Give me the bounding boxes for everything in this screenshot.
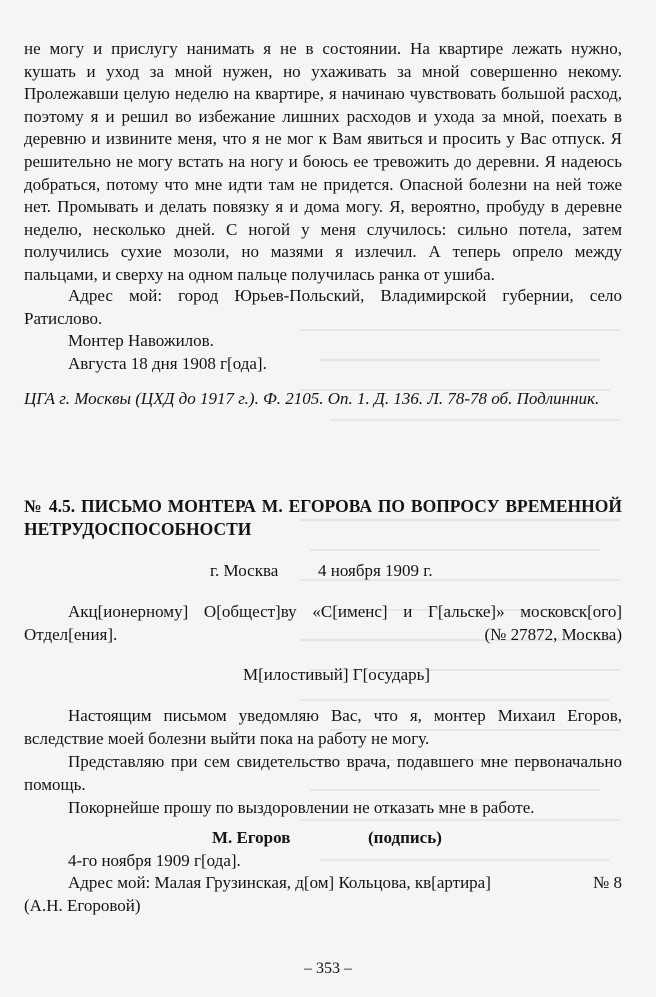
letter1-date: Августа 18 дня 1908 г[ода]. [68, 354, 267, 373]
addressee-line-2: Отдел[ения]. [24, 625, 118, 644]
address-care-of: (А.Н. Егоровой) [24, 896, 141, 915]
page-number: – 353 – [304, 960, 352, 977]
salutation: М[илостивый] Г[осударь] [243, 665, 431, 684]
source-citation: ЦГА г. Москвы (ЦХД до 1917 г.). Ф. 2105. Оп. 1. Д. 136. Л. 78-78 об. Подлинник. [24, 389, 600, 408]
letter2-paragraph-2: Представляю при сем свидетельство врача, подавшего мне первоначально помощь. [24, 752, 622, 794]
letter1-address: Адрес мой: город Юрьев-Польский, Владимирской губернии, село Ратислово. [24, 286, 622, 328]
addressee-line-1: Акц[ионерному] О[общест]ву «С[именс] и Г[альске]» московск[ого] [68, 602, 622, 621]
addressee-number: (№ 27872, Москва) [484, 625, 622, 644]
letter1-signature: Монтер Навожилов. [68, 331, 214, 350]
letter1-body: не могу и прислугу нанимать я не в состоянии. На квартире лежать нужно, кушать и уход за мной нужен, но ухаживать за мной совершенно некому. Пролежавши целую неделю на квартире, я начинаю чувствовать большой расход, поэтому я и решил во избежание лишних расходов и ухода за мной, поехать в деревню и извините меня, что я не мог к Вам явиться и просить у Вас отпуск. Я решительно не могу встать на ногу и боюсь ее тревожить до деревни. Я надеюсь добраться, потому что мне идти там не придется. Опасной болезни на ней тоже нет. Промывать и делать повязку я и дома могу. Я, вероятно, пробуду в деревне неделю, несколько дней. С ногой у меня случилось: сильно потела, затем получились сухие мозоли, но мазями я излечил. А теперь опрело между пальцами, и сверху на одном пальце получилась ранка от ушиба. [24, 39, 622, 284]
signer-name: М. Егоров [212, 828, 291, 847]
signed-date: 4-го ноября 1909 г[ода]. [68, 851, 241, 870]
signature-note: (подпись) [368, 828, 442, 847]
address-main: Адрес мой: Малая Грузинская, д[ом] Кольцова, кв[артира] [68, 873, 491, 892]
letter2-date: 4 ноября 1909 г. [318, 561, 433, 580]
letter2-paragraph-3: Покорнейше прошу по выздоровлении не отказать мне в работе. [68, 798, 535, 817]
letter2-place: г. Москва [210, 561, 279, 580]
document-heading: № 4.5. ПИСЬМО МОНТЕРА М. ЕГОРОВА ПО ВОПРОСУ ВРЕМЕННОЙ НЕТРУДОСПОСОБНОСТИ [24, 496, 622, 539]
address-apartment: № 8 [593, 873, 622, 892]
letter2-paragraph-1: Настоящим письмом уведомляю Вас, что я, монтер Михаил Егоров, вследствие моей болезни выйти пока на работу не могу. [24, 706, 622, 748]
